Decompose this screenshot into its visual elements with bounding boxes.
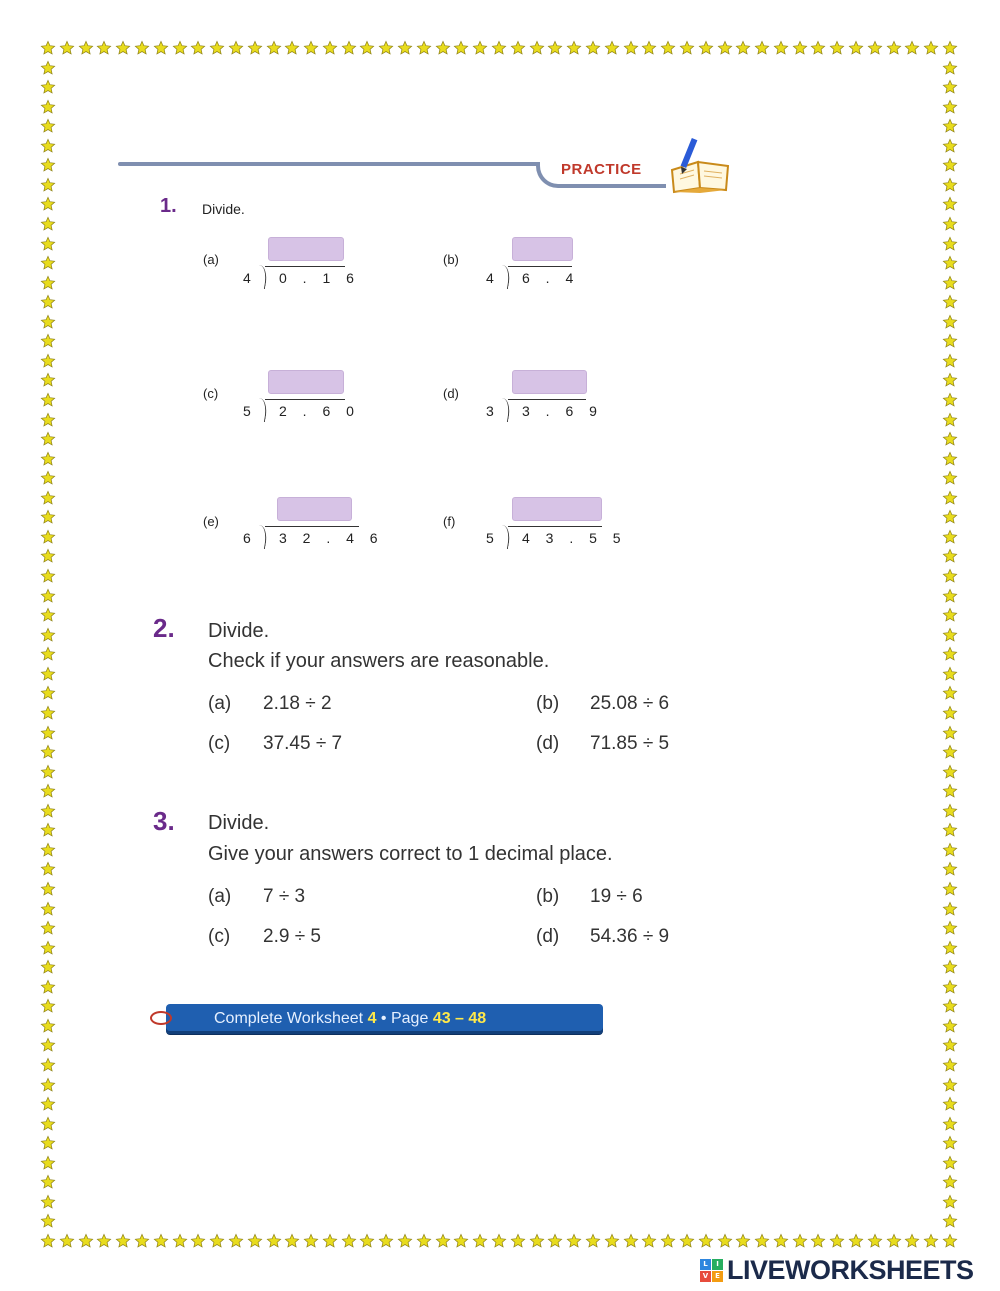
star-icon	[660, 40, 676, 56]
star-icon	[40, 646, 56, 662]
star-icon	[566, 1233, 582, 1249]
star-icon	[547, 40, 563, 56]
star-icon	[942, 236, 958, 252]
star-icon	[40, 1116, 56, 1132]
star-icon	[209, 40, 225, 56]
answer-box-d[interactable]	[512, 370, 587, 394]
divisor: 6	[243, 530, 251, 546]
question-2-number: 2.	[153, 613, 175, 643]
star-icon	[40, 1135, 56, 1151]
star-icon	[942, 607, 958, 623]
star-icon	[942, 881, 958, 897]
part-label: (f)	[443, 514, 456, 529]
star-icon	[435, 40, 451, 56]
banner-separator: •	[380, 1010, 387, 1027]
star-icon	[923, 1233, 939, 1249]
dividend-bracket	[265, 399, 360, 421]
star-icon	[397, 40, 413, 56]
star-icon	[228, 40, 244, 56]
star-icon	[416, 1233, 432, 1249]
star-icon	[942, 118, 958, 134]
star-icon	[40, 783, 56, 799]
star-icon	[942, 1174, 958, 1190]
star-icon	[942, 470, 958, 486]
answer-box-e[interactable]	[277, 497, 352, 521]
star-icon	[942, 803, 958, 819]
q3-label-c: (c)	[208, 926, 231, 947]
star-icon	[40, 1018, 56, 1034]
q2-expr-c: 37.45 ÷ 7	[263, 733, 343, 754]
star-icon	[96, 40, 112, 56]
star-icon	[942, 157, 958, 173]
divisor: 4	[486, 270, 494, 286]
star-icon	[942, 353, 958, 369]
star-icon	[717, 1233, 733, 1249]
star-icon	[40, 490, 56, 506]
star-icon	[341, 40, 357, 56]
worksheet-banner	[166, 1004, 603, 1034]
star-icon	[40, 372, 56, 388]
star-icon	[40, 920, 56, 936]
star-icon	[848, 40, 864, 56]
brand-name: LIVEWORKSHEETS	[727, 1255, 974, 1285]
star-icon	[40, 431, 56, 447]
star-icon	[848, 1233, 864, 1249]
star-icon	[623, 40, 639, 56]
star-icon	[247, 40, 263, 56]
star-icon	[735, 1233, 751, 1249]
star-icon	[40, 196, 56, 212]
star-icon	[115, 1233, 131, 1249]
star-icon	[604, 40, 620, 56]
star-icon	[96, 1233, 112, 1249]
star-icon	[40, 1233, 56, 1249]
star-icon	[40, 744, 56, 760]
q3-expr-c: 2.9 ÷ 5	[263, 926, 321, 947]
part-label: (c)	[203, 386, 219, 401]
star-icon	[942, 646, 958, 662]
dividend-bracket	[508, 526, 627, 548]
star-icon	[942, 1155, 958, 1171]
star-icon	[322, 1233, 338, 1249]
star-icon	[40, 940, 56, 956]
star-icon	[754, 40, 770, 56]
star-icon	[472, 1233, 488, 1249]
star-icon	[134, 40, 150, 56]
banner-page-word: Page	[390, 1010, 429, 1027]
dividend: 2 . 6 0	[279, 403, 360, 419]
answer-box-f[interactable]	[512, 497, 602, 521]
star-icon	[40, 40, 56, 56]
logo-letter: E	[712, 1271, 723, 1282]
star-icon	[40, 314, 56, 330]
dividend-bracket	[265, 526, 384, 548]
dividend: 4 3 . 5 5	[522, 530, 627, 546]
ring-icon	[150, 1011, 172, 1025]
banner-text	[214, 1010, 486, 1028]
star-icon	[942, 40, 958, 56]
star-icon	[40, 764, 56, 780]
star-icon	[529, 40, 545, 56]
star-icon	[209, 1233, 225, 1249]
star-icon	[585, 1233, 601, 1249]
star-icon	[40, 333, 56, 349]
star-icon	[266, 40, 282, 56]
star-icon	[942, 568, 958, 584]
star-icon	[40, 1174, 56, 1190]
header-rule	[118, 162, 538, 166]
star-icon	[397, 1233, 413, 1249]
star-icon	[942, 1213, 958, 1229]
star-icon	[40, 509, 56, 525]
star-icon	[40, 1037, 56, 1053]
star-icon	[40, 901, 56, 917]
star-icon	[679, 40, 695, 56]
answer-box-b[interactable]	[512, 237, 573, 261]
star-icon	[378, 1233, 394, 1249]
star-icon	[40, 255, 56, 271]
star-icon	[510, 1233, 526, 1249]
star-icon	[59, 40, 75, 56]
star-icon	[942, 685, 958, 701]
star-icon	[942, 1233, 958, 1249]
star-icon	[942, 666, 958, 682]
star-icon	[942, 1116, 958, 1132]
star-icon	[942, 1057, 958, 1073]
star-icon	[942, 372, 958, 388]
star-icon	[942, 842, 958, 858]
star-icon	[172, 1233, 188, 1249]
star-icon	[359, 40, 375, 56]
star-icon	[942, 509, 958, 525]
star-icon	[40, 470, 56, 486]
q2-label-b: (b)	[536, 693, 560, 714]
star-icon	[942, 1077, 958, 1093]
star-icon	[284, 40, 300, 56]
star-icon	[810, 40, 826, 56]
star-icon	[942, 1037, 958, 1053]
star-icon	[40, 881, 56, 897]
star-icon	[472, 40, 488, 56]
logo-letter: I	[712, 1259, 723, 1270]
star-icon	[134, 1233, 150, 1249]
divisor: 3	[486, 403, 494, 419]
star-icon	[904, 1233, 920, 1249]
star-icon	[942, 1018, 958, 1034]
dividend: 0 . 1 6	[279, 270, 360, 286]
star-icon	[40, 294, 56, 310]
star-icon	[942, 275, 958, 291]
star-icon	[829, 1233, 845, 1249]
star-icon	[40, 822, 56, 838]
star-icon	[942, 1194, 958, 1210]
star-icon	[40, 1096, 56, 1112]
star-icon	[78, 1233, 94, 1249]
logo-letter: V	[700, 1271, 711, 1282]
q3-expr-d: 54.36 ÷ 9	[590, 926, 670, 947]
star-icon	[40, 979, 56, 995]
star-icon	[359, 1233, 375, 1249]
star-icon	[942, 392, 958, 408]
star-icon	[942, 861, 958, 877]
question-3-instruction: Divide.	[208, 812, 270, 834]
dividend: 3 2 . 4 6	[279, 530, 384, 546]
question-1-number: 1.	[160, 195, 177, 217]
star-icon	[717, 40, 733, 56]
q3-expr-a: 7 ÷ 3	[263, 886, 306, 907]
star-icon	[228, 1233, 244, 1249]
star-icon	[942, 959, 958, 975]
star-icon	[942, 451, 958, 467]
star-icon	[40, 451, 56, 467]
star-icon	[153, 40, 169, 56]
star-icon	[40, 588, 56, 604]
q2-label-c: (c)	[208, 733, 231, 754]
star-icon	[547, 1233, 563, 1249]
part-label: (a)	[203, 252, 219, 267]
star-icon	[886, 40, 902, 56]
star-icon	[40, 666, 56, 682]
star-icon	[40, 99, 56, 115]
star-icon	[942, 705, 958, 721]
star-icon	[40, 1213, 56, 1229]
star-icon	[735, 40, 751, 56]
star-icon	[40, 861, 56, 877]
star-icon	[942, 920, 958, 936]
star-icon	[942, 490, 958, 506]
star-icon	[942, 138, 958, 154]
star-icon	[773, 40, 789, 56]
star-icon	[322, 40, 338, 56]
book-pencil-icon	[666, 136, 736, 194]
star-icon	[679, 1233, 695, 1249]
star-icon	[510, 40, 526, 56]
star-icon	[40, 216, 56, 232]
star-icon	[942, 196, 958, 212]
star-icon	[303, 1233, 319, 1249]
star-icon	[453, 40, 469, 56]
star-icon	[566, 40, 582, 56]
star-icon	[641, 40, 657, 56]
logo-letter: L	[700, 1259, 711, 1270]
star-icon	[698, 40, 714, 56]
part-label: (b)	[443, 252, 459, 267]
part-label: (e)	[203, 514, 219, 529]
dividend-bracket	[508, 399, 603, 421]
divisor: 5	[486, 530, 494, 546]
star-icon	[942, 901, 958, 917]
star-icon	[942, 529, 958, 545]
star-icon	[40, 705, 56, 721]
question-1-instruction: Divide.	[202, 201, 245, 217]
q3-label-b: (b)	[536, 886, 560, 907]
star-icon	[942, 998, 958, 1014]
star-icon	[942, 783, 958, 799]
star-icon	[40, 529, 56, 545]
star-icon	[40, 1194, 56, 1210]
dividend: 6 . 4	[522, 270, 580, 286]
star-icon	[491, 1233, 507, 1249]
star-icon	[942, 588, 958, 604]
star-icon	[40, 685, 56, 701]
star-icon	[40, 1057, 56, 1073]
star-icon	[190, 1233, 206, 1249]
dividend-bracket	[508, 266, 580, 288]
star-icon	[623, 1233, 639, 1249]
practice-label: PRACTICE	[561, 161, 642, 178]
dividend: 3 . 6 9	[522, 403, 603, 419]
star-icon	[942, 725, 958, 741]
star-icon	[40, 138, 56, 154]
star-icon	[942, 333, 958, 349]
star-icon	[942, 255, 958, 271]
star-icon	[585, 40, 601, 56]
star-icon	[247, 1233, 263, 1249]
answer-box-c[interactable]	[268, 370, 344, 394]
star-icon	[604, 1233, 620, 1249]
star-icon	[867, 1233, 883, 1249]
star-icon	[40, 959, 56, 975]
star-icon	[942, 1135, 958, 1151]
star-icon	[40, 568, 56, 584]
star-icon	[810, 1233, 826, 1249]
q2-label-d: (d)	[536, 733, 560, 754]
star-icon	[40, 725, 56, 741]
star-icon	[115, 40, 131, 56]
liveworksheets-logo-icon	[700, 1259, 723, 1282]
liveworksheets-brand	[700, 1255, 974, 1286]
star-icon	[942, 99, 958, 115]
star-icon	[40, 60, 56, 76]
q2-expr-b: 25.08 ÷ 6	[590, 693, 670, 714]
star-icon	[641, 1233, 657, 1249]
star-icon	[40, 548, 56, 564]
star-icon	[792, 1233, 808, 1249]
star-icon	[40, 1155, 56, 1171]
q2-expr-a: 2.18 ÷ 2	[263, 693, 332, 714]
star-icon	[40, 353, 56, 369]
q3-expr-b: 19 ÷ 6	[590, 886, 643, 907]
star-icon	[378, 40, 394, 56]
star-icon	[266, 1233, 282, 1249]
star-icon	[303, 40, 319, 56]
star-icon	[190, 40, 206, 56]
star-icon	[942, 60, 958, 76]
star-icon	[942, 940, 958, 956]
star-icon	[754, 1233, 770, 1249]
star-icon	[172, 40, 188, 56]
star-icon	[284, 1233, 300, 1249]
star-icon	[40, 998, 56, 1014]
star-icon	[773, 1233, 789, 1249]
star-icon	[942, 412, 958, 428]
star-icon	[40, 79, 56, 95]
star-icon	[942, 177, 958, 193]
star-icon	[660, 1233, 676, 1249]
star-icon	[698, 1233, 714, 1249]
star-icon	[829, 40, 845, 56]
star-icon	[942, 79, 958, 95]
star-icon	[942, 744, 958, 760]
star-icon	[942, 1096, 958, 1112]
star-icon	[491, 40, 507, 56]
star-icon	[435, 1233, 451, 1249]
star-icon	[78, 40, 94, 56]
star-icon	[886, 1233, 902, 1249]
star-icon	[59, 1233, 75, 1249]
star-icon	[942, 764, 958, 780]
banner-pages: 43 – 48	[432, 1010, 487, 1027]
star-icon	[904, 40, 920, 56]
question-2-instruction: Divide.	[208, 620, 270, 642]
question-3-number: 3.	[153, 806, 175, 836]
divisor: 4	[243, 270, 251, 286]
star-icon	[40, 412, 56, 428]
q3-label-a: (a)	[208, 886, 232, 907]
star-icon	[923, 40, 939, 56]
star-icon	[416, 40, 432, 56]
star-icon	[942, 822, 958, 838]
question-2-sub-instruction: Check if your answers are reasonable.	[208, 650, 550, 672]
star-icon	[529, 1233, 545, 1249]
star-icon	[942, 979, 958, 995]
star-icon	[942, 216, 958, 232]
banner-worksheet-number: 4	[367, 1010, 377, 1027]
divisor: 5	[243, 403, 251, 419]
star-icon	[792, 40, 808, 56]
star-icon	[40, 803, 56, 819]
star-icon	[40, 157, 56, 173]
question-3-sub-instruction: Give your answers correct to 1 decimal place.	[208, 843, 613, 865]
q2-label-a: (a)	[208, 693, 232, 714]
answer-box-a[interactable]	[268, 237, 344, 261]
star-icon	[942, 548, 958, 564]
star-icon	[40, 275, 56, 291]
star-icon	[40, 627, 56, 643]
star-icon	[40, 842, 56, 858]
star-icon	[942, 314, 958, 330]
q2-expr-d: 71.85 ÷ 5	[590, 733, 670, 754]
star-icon	[40, 177, 56, 193]
star-icon	[40, 607, 56, 623]
banner-prefix: Complete Worksheet	[214, 1010, 364, 1027]
star-icon	[153, 1233, 169, 1249]
star-icon	[40, 1077, 56, 1093]
star-icon	[942, 627, 958, 643]
star-icon	[40, 118, 56, 134]
q3-label-d: (d)	[536, 926, 560, 947]
star-icon	[942, 431, 958, 447]
star-icon	[40, 392, 56, 408]
dividend-bracket	[265, 266, 360, 288]
star-icon	[40, 236, 56, 252]
star-icon	[867, 40, 883, 56]
part-label: (d)	[443, 386, 459, 401]
star-icon	[341, 1233, 357, 1249]
star-icon	[453, 1233, 469, 1249]
star-icon	[942, 294, 958, 310]
